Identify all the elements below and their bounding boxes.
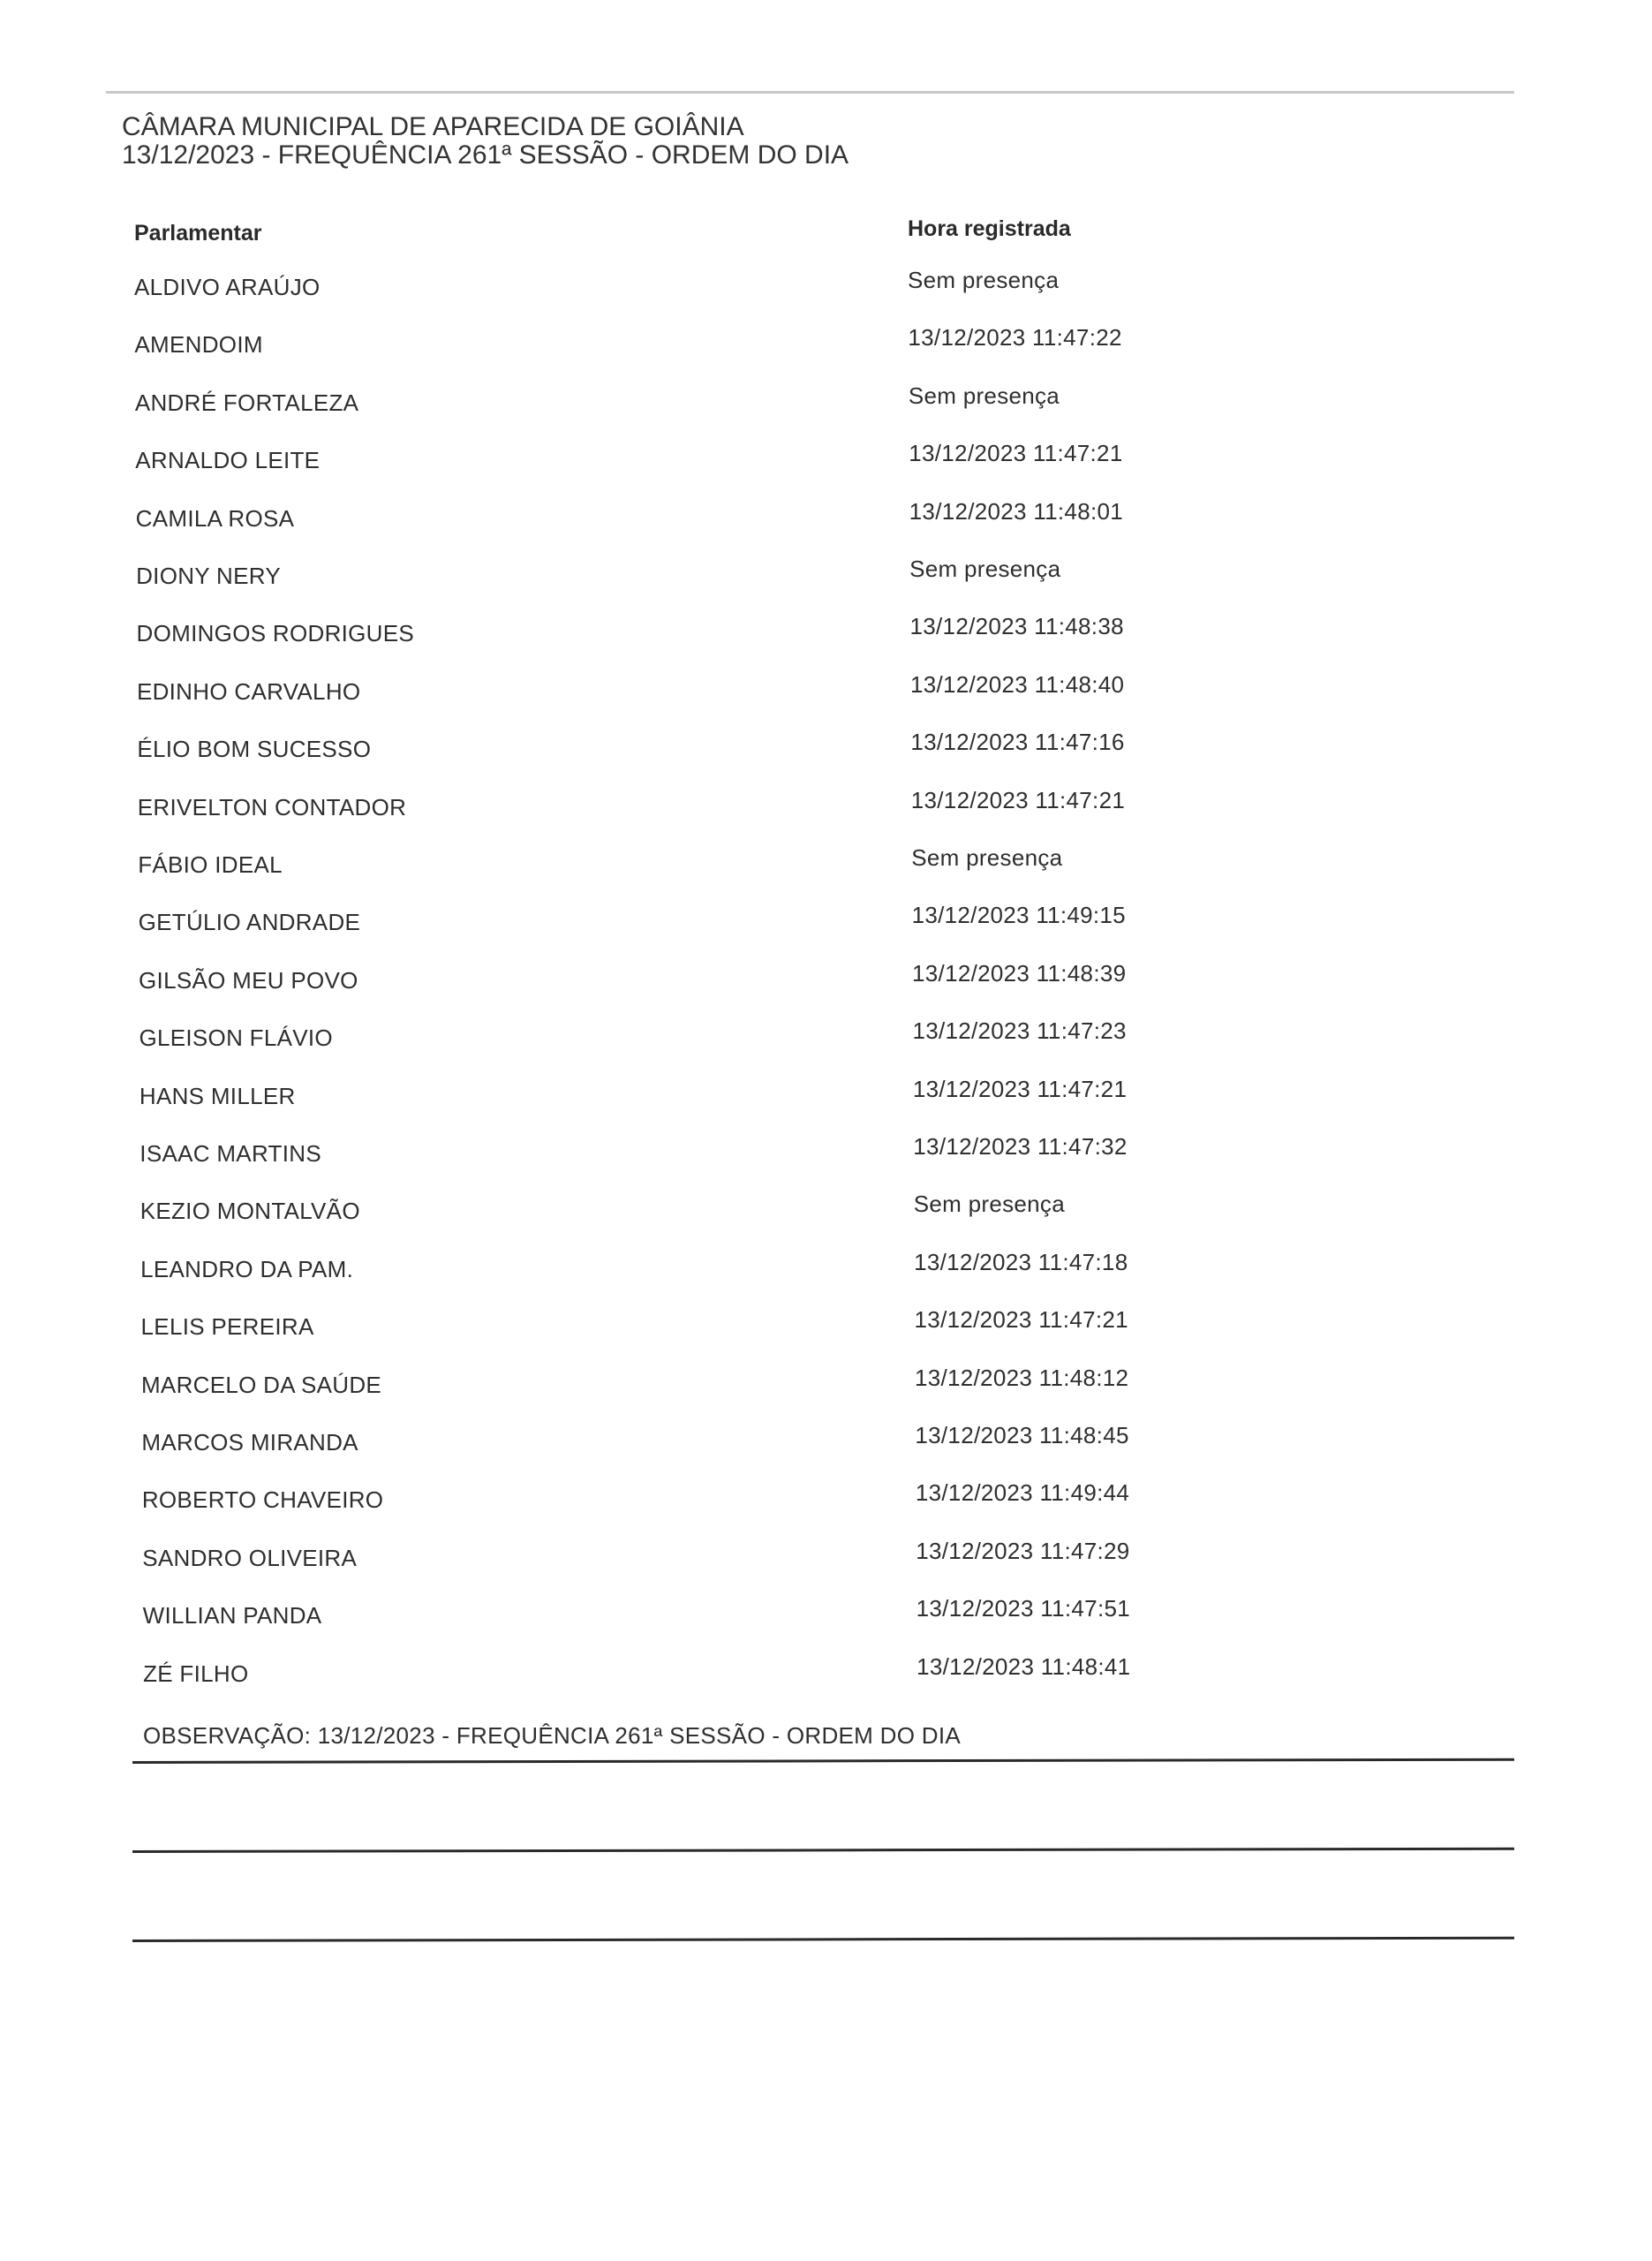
hora-registrada-value: 13/12/2023 11:47:21 [909, 440, 1123, 467]
parlamentar-name: KEZIO MONTALVÃO [140, 1198, 360, 1225]
hora-registrada-value: 13/12/2023 11:47:16 [910, 729, 1125, 756]
signature-line [132, 1848, 1514, 1853]
parlamentar-name: ERIVELTON CONTADOR [137, 793, 407, 820]
hora-registrada-value: 13/12/2023 11:48:41 [917, 1652, 1131, 1680]
parlamentar-name: ZÉ FILHO [143, 1660, 249, 1687]
parlamentar-name: DIONY NERY [136, 563, 281, 589]
parlamentar-name: ALDIVO ARAÚJO [134, 274, 321, 300]
parlamentar-name: HANS MILLER [139, 1082, 296, 1109]
parlamentar-name: ARNALDO LEITE [135, 447, 321, 474]
hora-registrada-value: Sem presença [911, 844, 1063, 871]
observation-text: OBSERVAÇÃO: 13/12/2023 - FREQUÊNCIA 261ª SESSÃO - ORDEM DO DIA [143, 1722, 962, 1749]
parlamentar-name: ROBERTO CHAVEIRO [141, 1486, 384, 1514]
hora-registrada-value: 13/12/2023 11:47:22 [908, 324, 1122, 352]
parlamentar-name: LELIS PEREIRA [140, 1313, 314, 1341]
parlamentar-name: FÁBIO IDEAL [138, 851, 283, 878]
parlamentar-name: MARCOS MIRANDA [141, 1429, 358, 1456]
signature-line [132, 1937, 1514, 1942]
hora-registrada-value: 13/12/2023 11:47:51 [916, 1595, 1130, 1622]
hora-registrada-value: 13/12/2023 11:49:44 [915, 1479, 1130, 1507]
hora-registrada-value: 13/12/2023 11:48:38 [909, 613, 1124, 640]
parlamentar-name: WILLIAN PANDA [142, 1602, 322, 1630]
hora-registrada-value: 13/12/2023 11:49:15 [911, 902, 1126, 929]
parlamentar-name: LEANDRO DA PAM. [140, 1255, 354, 1282]
hora-registrada-value: 13/12/2023 11:47:21 [912, 1075, 1128, 1102]
hora-registrada-value: Sem presença [908, 267, 1060, 293]
column-header-hora-registrada: Hora registrada [908, 216, 1071, 241]
session-title: 13/12/2023 - FREQUÊNCIA 261ª SESSÃO - ORDEM DO DIA [122, 140, 849, 170]
hora-registrada-value: 13/12/2023 11:47:21 [910, 786, 1126, 813]
hora-registrada-value: 13/12/2023 11:48:01 [909, 497, 1123, 525]
hora-registrada-value: 13/12/2023 11:48:45 [915, 1422, 1129, 1448]
parlamentar-name: EDINHO CARVALHO [136, 677, 361, 705]
parlamentar-name: CAMILA ROSA [135, 504, 295, 532]
parlamentar-name: GLEISON FLÁVIO [139, 1025, 333, 1052]
parlamentar-name: MARCELO DA SAÚDE [140, 1371, 382, 1398]
hora-registrada-value: 13/12/2023 11:48:39 [912, 959, 1127, 987]
parlamentar-name: ANDRÉ FORTALEZA [134, 389, 359, 416]
hora-registrada-value: 13/12/2023 11:47:29 [916, 1537, 1130, 1564]
hora-registrada-value: Sem presença [908, 382, 1060, 409]
hora-registrada-value: 13/12/2023 11:48:12 [914, 1364, 1129, 1391]
parlamentar-name: ISAAC MARTINS [140, 1140, 321, 1167]
institution-title: CÂMARA MUNICIPAL DE APARECIDA DE GOIÂNIA [122, 112, 744, 141]
parlamentar-name: ÉLIO BOM SUCESSO [137, 736, 372, 763]
hora-registrada-value: 13/12/2023 11:47:18 [914, 1248, 1128, 1275]
column-header-parlamentar: Parlamentar [134, 221, 262, 246]
hora-registrada-value: 13/12/2023 11:47:32 [913, 1133, 1128, 1160]
parlamentar-name: DOMINGOS RODRIGUES [136, 620, 415, 647]
parlamentar-name: GILSÃO MEU POVO [139, 966, 358, 994]
parlamentar-name: AMENDOIM [134, 331, 263, 359]
parlamentar-name: SANDRO OLIVEIRA [142, 1544, 358, 1571]
hora-registrada-value: 13/12/2023 11:47:21 [914, 1306, 1128, 1334]
hora-registrada-value: 13/12/2023 11:47:23 [912, 1017, 1127, 1045]
hora-registrada-value: 13/12/2023 11:48:40 [909, 670, 1125, 698]
hora-registrada-value: Sem presença [909, 556, 1061, 582]
hora-registrada-value: Sem presença [913, 1191, 1065, 1218]
parlamentar-name: GETÚLIO ANDRADE [138, 909, 361, 936]
